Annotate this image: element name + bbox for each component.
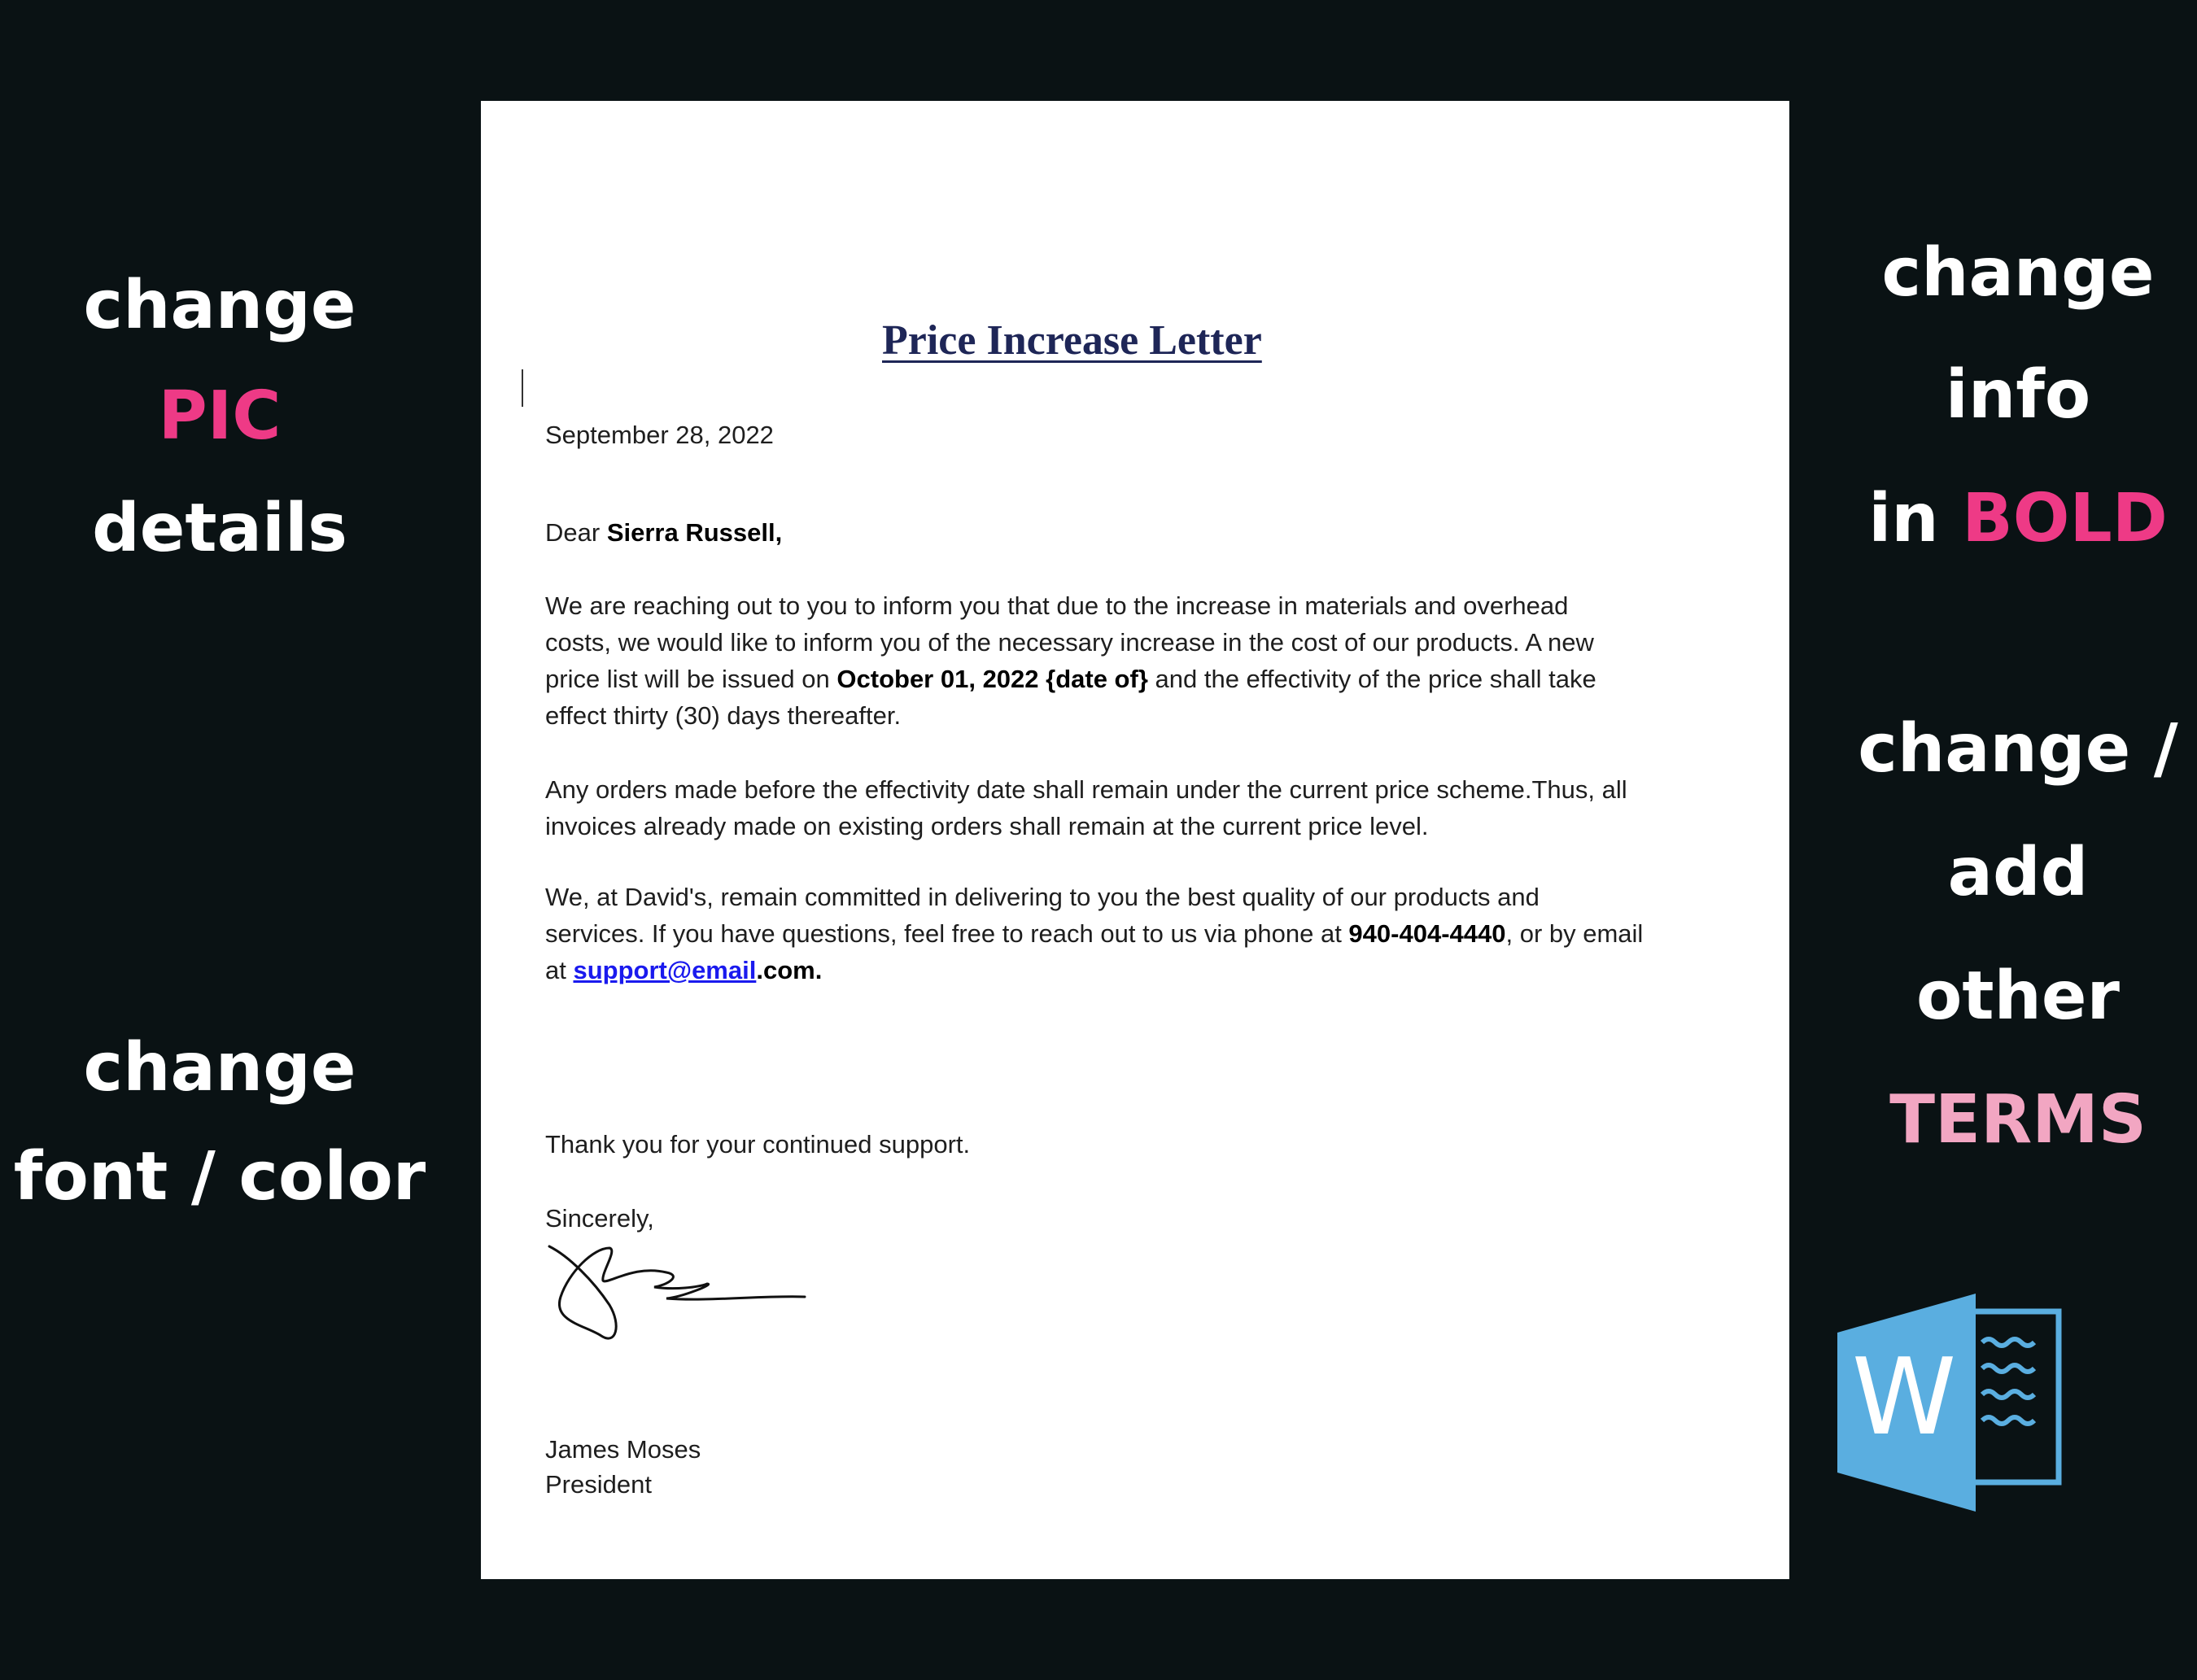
paragraph-line: effect thirty (30) days thereafter.: [545, 701, 902, 730]
microsoft-word-icon: [1837, 1294, 2065, 1521]
salutation-prefix: Dear: [545, 518, 607, 547]
phone-number: 940-404-4440: [1348, 919, 1506, 948]
signature-image: [544, 1215, 821, 1362]
promo-line: other: [1916, 958, 2120, 1035]
recipient-name: Sierra Russell,: [606, 518, 783, 547]
paragraph-line: [545, 915, 1643, 952]
letter-closing: Sincerely,: [545, 1204, 654, 1233]
signer-title: President: [545, 1470, 652, 1499]
promo-line: change /: [1858, 710, 2178, 788]
email-suffix: .com.: [756, 956, 823, 984]
promo-change-pic: [0, 267, 439, 567]
email-link[interactable]: support@email: [573, 956, 757, 984]
promo-prefix: in: [1868, 480, 1963, 557]
paragraph-line: We are reaching out to you to inform you that due to the increase in materials and overhead: [545, 591, 1569, 620]
letter-paragraph-3: [545, 879, 1643, 988]
promo-line: change: [83, 267, 356, 344]
text: at: [545, 956, 574, 984]
paragraph-line: invoices already made on existing orders shall remain at the current price level.: [545, 812, 1429, 840]
promo-line: details: [92, 490, 347, 567]
effective-date: October 01, 2022 {date of}: [836, 665, 1148, 693]
text: price list will be issued on: [545, 665, 837, 693]
signer-block: [545, 1432, 701, 1502]
paragraph-line: [545, 661, 1596, 697]
text: services. If you have questions, feel free to reach out to us via phone at: [545, 919, 1349, 948]
letter-paragraph-1: [545, 587, 1596, 734]
letter-thanks: Thank you for your continued support.: [545, 1130, 971, 1159]
promo-highlight: TERMS: [1889, 1081, 2147, 1159]
promo-line: [1806, 480, 2197, 557]
text: , or by email: [1505, 919, 1644, 948]
text-cursor: [522, 369, 523, 407]
letter-title: Price Increase Letter: [882, 317, 1262, 364]
promo-highlight: BOLD: [1962, 480, 2168, 557]
word-letter: W: [1851, 1335, 1957, 1459]
promo-line: add: [1947, 834, 2089, 911]
promo-change-terms: [1806, 710, 2197, 1159]
paragraph-line: costs, we would like to inform you of the necessary increase in the cost of our products. A new: [545, 628, 1594, 657]
paragraph-line: [545, 952, 1643, 988]
promo-highlight: PIC: [158, 377, 282, 455]
text: and the effectivity of the price shall take: [1147, 665, 1596, 693]
letter-date: September 28, 2022: [545, 421, 774, 449]
promo-line: font / color: [13, 1138, 426, 1215]
promo-change-info: [1806, 234, 2197, 557]
paragraph-line: We, at David's, remain committed in delivering to you the best quality of our products and: [545, 883, 1540, 911]
letter-paragraph-2: [545, 771, 1627, 844]
promo-line: info: [1945, 356, 2091, 434]
letter-salutation: [545, 514, 782, 551]
promo-line: change: [83, 1029, 356, 1106]
paragraph-line: Any orders made before the effectivity date shall remain under the current price scheme.Thus, all: [545, 775, 1627, 804]
signer-name: James Moses: [545, 1435, 701, 1464]
promo-line: change: [1881, 234, 2155, 312]
promo-change-font: [0, 1029, 439, 1215]
letter-page: [481, 101, 1789, 1579]
